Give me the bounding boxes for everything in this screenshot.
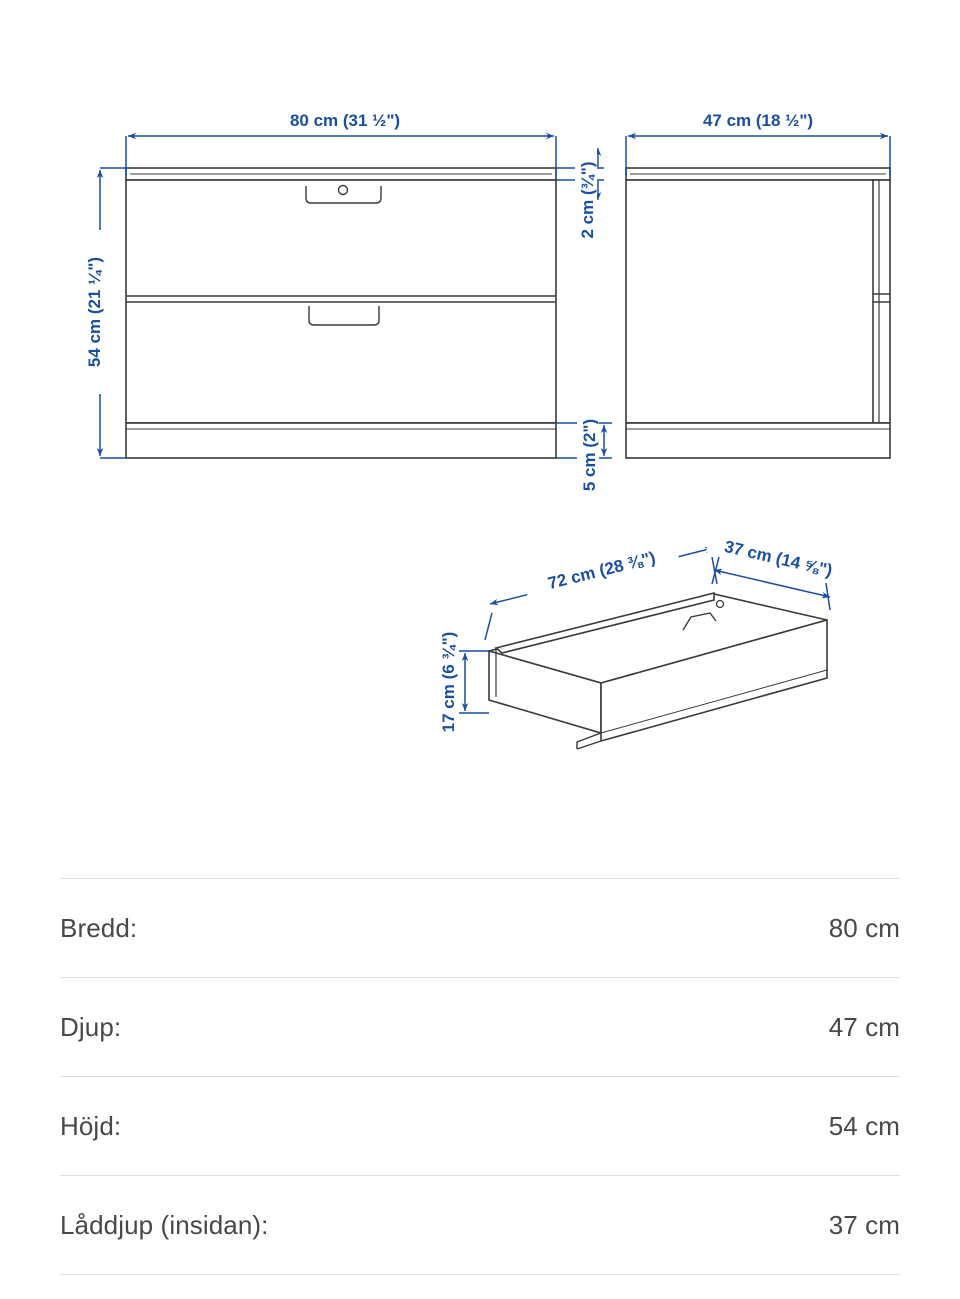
table-row <box>60 878 900 978</box>
label-front-width: 80 cm (31 ½") <box>289 111 401 130</box>
side-view-illustration <box>626 168 890 458</box>
label-drawer-width: 72 cm (28 ⅜") <box>545 548 658 594</box>
table-row <box>60 1176 900 1275</box>
spec-label: Låddjup (insidan): <box>60 1209 269 1240</box>
label-top-thickness: 2 cm (¾") <box>578 161 597 239</box>
label-plinth-height: 5 cm (2") <box>580 418 599 492</box>
spec-label: Bredd: <box>60 912 138 943</box>
label-drawer-height: 17 cm (6 ¾") <box>439 631 458 733</box>
spec-value: 37 cm <box>828 1209 900 1240</box>
label-front-height: 54 cm (21 ¼") <box>85 256 104 368</box>
spec-value: 54 cm <box>828 1110 900 1141</box>
specifications-table <box>60 878 900 1275</box>
spec-value: 47 cm <box>828 1011 900 1042</box>
drawer-illustration <box>489 593 827 749</box>
dim-drawer-height <box>459 651 489 713</box>
table-row <box>60 978 900 1077</box>
label-side-depth: 47 cm (18 ½") <box>702 111 814 130</box>
label-drawer-depth: 37 cm (14 ⅝") <box>722 536 835 581</box>
spec-label: Djup: <box>60 1011 122 1042</box>
spec-label: Höjd: <box>60 1110 122 1141</box>
table-row <box>60 1077 900 1176</box>
spec-value: 80 cm <box>828 912 900 943</box>
front-view-illustration <box>126 168 556 458</box>
